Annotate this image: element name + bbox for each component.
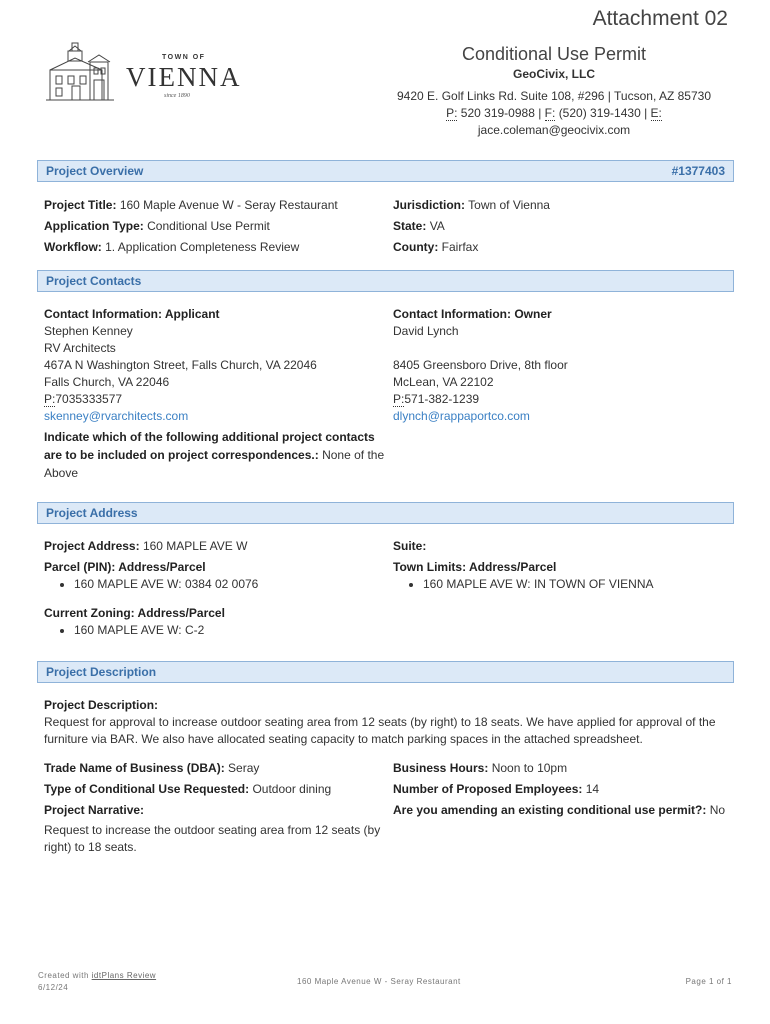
company-phone: 520 319-0988 (460, 106, 535, 120)
employees-value: 14 (585, 782, 600, 796)
jurisdiction: Town of Vienna (468, 198, 550, 212)
applicant-contact (44, 306, 389, 482)
footer-left (38, 970, 156, 994)
description-left (44, 760, 384, 856)
applicant-name: Stephen Kenney (44, 324, 133, 338)
section-project-overview (37, 160, 734, 182)
phone-label: P: (446, 106, 458, 120)
phone-label: P: (393, 392, 405, 406)
company-fax: (520) 319-1430 (558, 106, 641, 120)
section-title: Project Address (46, 506, 138, 520)
applicant-city: Falls Church, VA 22046 (44, 375, 170, 389)
footer-center: 160 Maple Avenue W - Seray Restaurant (297, 977, 461, 986)
list-item: 160 MAPLE AVE W: C-2 (74, 622, 389, 639)
zoning-list (44, 622, 389, 639)
footer-created-prefix: Created with (38, 971, 89, 980)
field-label: Type of Conditional Use Requested: (44, 782, 250, 796)
applicant-heading: Contact Information: Applicant (44, 307, 220, 321)
company-email: jace.coleman@geocivix.com (477, 123, 631, 137)
footer-page: Page 1 of 1 (685, 977, 732, 986)
project-title: 160 Maple Avenue W - Seray Restaurant (119, 198, 338, 212)
list-item: 160 MAPLE AVE W: 0384 02 0076 (74, 576, 389, 593)
hours-value: Noon to 10pm (491, 761, 568, 775)
owner-email-link[interactable]: dlynch@rappaportco.com (393, 409, 530, 423)
field-label: State: (393, 219, 427, 233)
parcel-list (44, 576, 389, 593)
zoning-label: Current Zoning: Address/Parcel (44, 606, 225, 620)
town-hall-icon (44, 40, 116, 104)
field-label: Project Title: (44, 198, 117, 212)
suite-label: Suite: (393, 539, 427, 553)
section-title: Project Contacts (46, 274, 142, 288)
state: VA (429, 219, 445, 233)
footer-date: 6/12/24 (38, 983, 69, 992)
field-label: Number of Proposed Employees: (393, 782, 583, 796)
logo-town-of: TOWN OF (162, 54, 206, 61)
dba-value: Seray (228, 761, 260, 775)
company-header (394, 44, 714, 139)
logo-vienna: VIENNA (126, 62, 242, 92)
additional-contacts (44, 428, 389, 482)
description-label: Project Description: (44, 698, 159, 712)
field-label: Jurisdiction: (393, 198, 466, 212)
field-label: Project Address: (44, 539, 140, 553)
address-right (393, 538, 733, 593)
additional-contacts-value: None of the Above (44, 448, 385, 480)
county: Fairfax (441, 240, 479, 254)
field-label: Application Type: (44, 219, 144, 233)
owner-name: David Lynch (393, 324, 459, 338)
field-label: County: (393, 240, 439, 254)
owner-heading: Contact Information: Owner (393, 307, 552, 321)
project-address: 160 MAPLE AVE W (142, 539, 248, 553)
owner-city: McLean, VA 22102 (393, 375, 494, 389)
section-title: Project Overview (46, 164, 144, 178)
project-number: #1377403 (671, 164, 725, 178)
email-label: E: (650, 106, 662, 120)
company-address: 9420 E. Golf Links Rd. Suite 108, #296 | Tucson, AZ 85730 (397, 89, 711, 103)
spacer (393, 340, 733, 357)
use-type-value: Outdoor dining (252, 782, 332, 796)
narrative-text: Request to increase the outdoor seating area from 12 seats (by right) to 18 seats. (44, 823, 381, 854)
spacer (44, 593, 389, 605)
application-type: Conditional Use Permit (147, 219, 270, 233)
applicant-email-link[interactable]: skenney@rvarchitects.com (44, 409, 189, 423)
company-contact-line: P: 520 319-0988 | F: (520) 319-1430 | E: (446, 106, 662, 120)
narrative-label: Project Narrative: (44, 803, 145, 817)
owner-street: 8405 Greensboro Drive, 8th floor (393, 358, 568, 372)
logo-since: since 1890 (164, 93, 190, 99)
permit-title: Conditional Use Permit (461, 44, 647, 64)
section-project-contacts (37, 270, 734, 292)
field-label: Indicate which of the following additional project contacts are to be included on project correspondences.: (44, 430, 375, 462)
field-label: Are you amending an existing conditional use permit?: (393, 803, 707, 817)
amending-value: No (709, 803, 726, 817)
applicant-street: 467A N Washington Street, Falls Church, VA 22046 (44, 358, 317, 372)
applicant-org: RV Architects (44, 341, 116, 355)
workflow: 1. Application Completeness Review (105, 240, 300, 254)
fax-label: F: (544, 106, 556, 120)
address-left (44, 538, 389, 639)
parcel-label: Parcel (PIN): Address/Parcel (44, 560, 206, 574)
overview-left (44, 197, 384, 260)
field-label: Workflow: (44, 240, 102, 254)
field-label: Business Hours: (393, 761, 489, 775)
description-block (44, 697, 734, 748)
owner-phone: 571-382-1239 (404, 392, 480, 406)
company-name: GeoCivix, LLC (512, 67, 595, 81)
list-item: 160 MAPLE AVE W: IN TOWN OF VIENNA (423, 576, 733, 593)
applicant-phone: 7035333577 (55, 392, 123, 406)
section-project-address (37, 502, 734, 524)
attachment-label: Attachment 02 (592, 7, 728, 30)
overview-right (393, 197, 733, 260)
owner-contact (393, 306, 733, 425)
town-limits-label: Town Limits: Address/Parcel (393, 560, 557, 574)
town-limits-list (393, 576, 733, 593)
phone-label: P: (44, 392, 56, 406)
section-title: Project Description (46, 665, 157, 679)
field-label: Trade Name of Business (DBA): (44, 761, 225, 775)
idtplans-link[interactable]: idtPlans Review (91, 971, 157, 980)
description-right (393, 760, 738, 823)
description-text: Request for approval to increase outdoor seating area from 12 seats (by right) to 18 seats. We have applied for approval of the furniture via BAR. We also have allocated seating capacity to match parking spaces in the attached spreadsheet. (44, 715, 716, 746)
section-project-description (37, 661, 734, 683)
town-logo (44, 40, 244, 106)
